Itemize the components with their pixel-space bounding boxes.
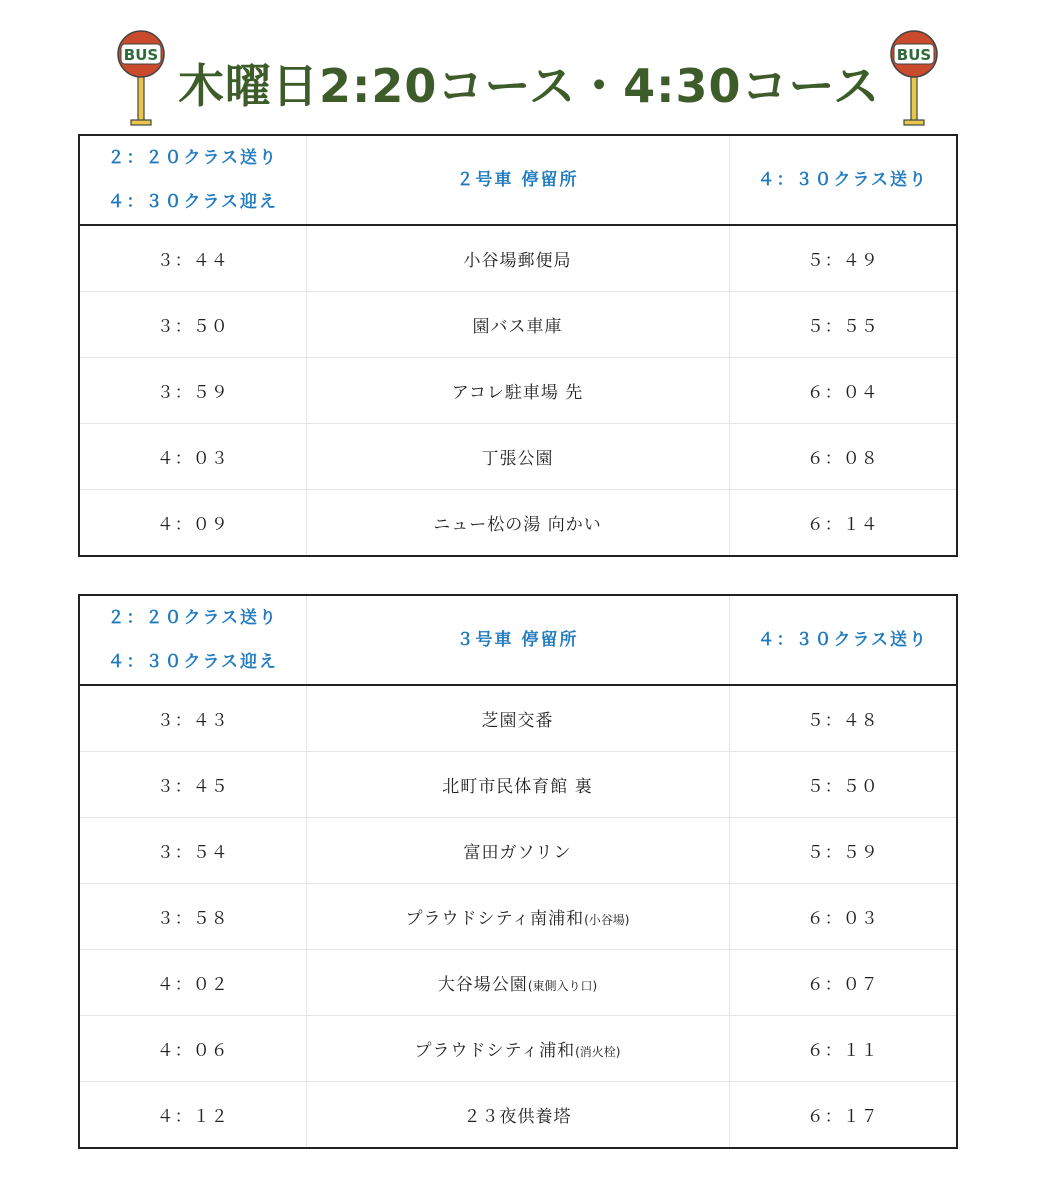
stop-label: アコレ駐車場 先 [451,383,584,403]
bus-sign-label: BUS [896,46,932,64]
stop-label: 大谷場公園 [437,975,528,995]
stop-name [306,950,729,1016]
time-430: ６：０７ [729,950,957,1016]
time-430: ６：１１ [729,1016,957,1082]
table-row [79,358,957,424]
time-430: ５：４８ [729,685,957,752]
header-outbound-430: ４：３０クラス送り [729,135,957,225]
schedule-table-car-2 [78,134,958,557]
time-430: ５：５５ [729,292,957,358]
time-220: ３：５４ [79,818,306,884]
stop-label: プラウドシティ南浦和 [405,909,585,929]
time-220: ３：４４ [156,251,229,271]
time-430: ６：１７ [729,1082,957,1149]
time-220: ４：０２ [79,950,306,1016]
stop-name [306,884,729,950]
stop-name [306,490,729,557]
header-outbound-inbound [79,595,306,685]
table-row [79,818,957,884]
table-row [79,884,957,950]
table-row [79,752,957,818]
stop-name [306,1016,729,1082]
stop-name [306,225,729,292]
time-430: ５：４９ [729,225,957,292]
header-line-1: ２：２０クラス送り [107,148,278,168]
bus-stop-sign-icon [115,28,167,128]
header-stop: ３号車 停留所 [306,595,729,685]
time-220: ４：０３ [79,424,306,490]
table-header-row [79,595,957,685]
table-header-row [79,135,957,225]
table-row [79,1016,957,1082]
bus-sign-label: BUS [123,46,159,64]
header-outbound-430: ４：３０クラス送り [729,595,957,685]
time-220: ３：５０ [79,292,306,358]
stop-label: プラウドシティ浦和 [414,1041,576,1061]
time-220: ３：５９ [79,358,306,424]
stop-label: 園バス車庫 [472,317,563,337]
header-stop: ２号車 停留所 [306,135,729,225]
stop-name [306,752,729,818]
stop-label: ２３夜供養塔 [463,1107,572,1127]
table-row [79,490,957,557]
schedule-table-car-3 [78,594,958,1149]
stop-name [306,818,729,884]
bus-stop-sign-icon [888,28,940,128]
header-line-2: ４：３０クラス迎え [107,652,278,672]
stop-note: (小谷場) [584,913,630,927]
table-row [79,225,957,292]
table-row [79,1082,957,1149]
stop-label: 富田ガソリン [463,843,572,863]
stop-name [306,685,729,752]
stop-label: 北町市民体育館 裏 [442,777,593,797]
table-row [79,685,957,752]
stop-name [306,358,729,424]
time-220: ３：５８ [79,884,306,950]
stop-label: 芝園交番 [481,711,554,731]
stop-note: (東側入り口) [527,979,598,993]
stop-name [306,424,729,490]
time-430: ５：５９ [729,818,957,884]
page-header [0,28,1046,128]
time-220: ３：４３ [156,711,229,731]
table-row [79,950,957,1016]
header-line-2: ４：３０クラス迎え [107,192,278,212]
table-row [79,292,957,358]
time-220: ４：０９ [79,490,306,557]
stop-label: ニュー松の湯 向かい [433,515,602,535]
page-title: 木曜日2:20コース・4:30コース [178,59,881,113]
stop-name [306,1082,729,1149]
time-220: ３：４５ [79,752,306,818]
stop-label: 丁張公園 [481,449,554,469]
time-220: ４：０６ [79,1016,306,1082]
time-430: ６：０８ [729,424,957,490]
header-line-1: ２：２０クラス送り [107,608,278,628]
time-430: ５：５０ [729,752,957,818]
time-430: ６：０３ [729,884,957,950]
time-430: ６：０４ [729,358,957,424]
stop-note: (消火栓) [575,1045,621,1059]
stop-label: 小谷場郵便局 [463,251,572,271]
time-220: ４：１２ [79,1082,306,1149]
header-outbound-inbound [79,135,306,225]
table-row [79,424,957,490]
time-430: ６：１４ [729,490,957,557]
stop-name [306,292,729,358]
